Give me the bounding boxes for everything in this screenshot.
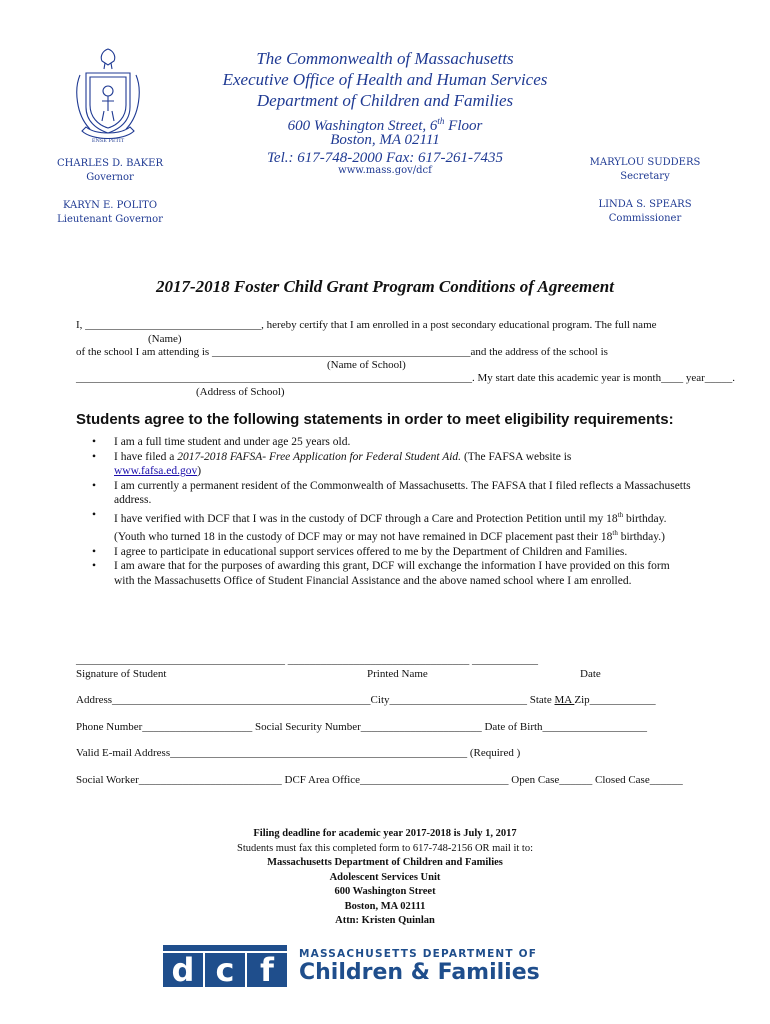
mail-address-line: Massachusetts Department of Children and Families: [267, 857, 503, 868]
logo-letter: f: [247, 953, 287, 987]
mail-address-line: Attn: Kristen Quinlan: [335, 915, 435, 926]
requirements-list: [92, 435, 692, 589]
fax-instruction: Students must fax this completed form to 617-748-2156 OR mail it to:: [236, 842, 533, 854]
official-name: MARYLOU SUDDERS: [589, 157, 701, 168]
agency-street-address: 600 Washington Street, 6th Floor: [287, 116, 483, 134]
requirements-heading: Students agree to the following statements in order to meet eligibility requirements:: [76, 411, 674, 428]
official-name: LINDA S. SPEARS: [598, 199, 692, 210]
official-name: CHARLES D. BAKER: [57, 158, 163, 169]
lt-governor-block: [40, 199, 180, 227]
commissioner-block: [580, 198, 710, 226]
agency-name-line3: Department of Children and Families: [256, 91, 514, 110]
certify-line-school[interactable]: of the school I am attending is _______________________________________________and the address of the school is: [76, 346, 608, 358]
signature-lines[interactable]: ______________________________________ _________________________________ ____________: [76, 654, 538, 666]
list-item: • I am a full time student and under age 25 years old.: [92, 436, 351, 448]
list-item: • I have verified with DCF that I was in the custody of DCF through a Care and Protection Petition until my 18th birthday. (Youth who turned 18 in the custody of DCF may or may not have remained in DCF placement past their 18th birthday.): [92, 508, 667, 544]
logo-letter: d: [163, 953, 203, 987]
list-item: • I am currently a permanent resident of the Commonwealth of Massachusetts. The FAFSA that I filed reflects a Massachusetts address.: [92, 479, 691, 507]
secretary-block: [580, 156, 710, 184]
fafsa-link[interactable]: www.fafsa.ed.gov: [114, 465, 198, 478]
svg-text:ENSE PETIT: ENSE PETIT: [91, 138, 125, 144]
agency-name-line1: The Commonwealth of Massachusetts: [256, 49, 514, 68]
phone-row[interactable]: Phone Number____________________ Social Security Number______________________ Date of Birth___________________: [76, 721, 648, 733]
address-caption: (Address of School): [196, 386, 285, 398]
mail-address-line: Boston, MA 02111: [344, 900, 426, 912]
official-name: KARYN E. POLITO: [62, 200, 158, 211]
list-item: • I agree to participate in educational support services offered to me by the Department of Children and Families.: [92, 545, 628, 558]
official-title: Governor: [86, 172, 134, 183]
certify-line-name[interactable]: I, ________________________________, hereby certify that I am enrolled in a post secondary educational program. The full name: [76, 319, 657, 331]
social-worker-row[interactable]: Social Worker__________________________ DCF Area Office___________________________ Open Case______ Closed Case______: [76, 774, 683, 786]
document-title: 2017-2018 Foster Child Grant Program Conditions of Agreement: [156, 277, 614, 296]
dcf-logo: [163, 945, 613, 987]
agency-phone-fax: Tel.: 617-748-2000 Fax: 617-261-7435: [266, 150, 504, 166]
filing-deadline: Filing deadline for academic year 2017-2018 is July 1, 2017: [253, 828, 517, 839]
email-row[interactable]: Valid E-mail Address______________________________________________________ (Required ): [76, 747, 521, 759]
list-item: • I am aware that for the purposes of awarding this grant, DCF will exchange the information I have provided on this form with the Massachusetts Office of Student Financial Assistance and the above named school where I am enrolled.: [92, 560, 670, 587]
governor-block: [40, 157, 180, 185]
agency-name-line2: Executive Office of Health and Human Services: [222, 70, 548, 89]
signature-label: Signature of Student: [76, 668, 167, 680]
logo-name-text: Children & Families: [299, 960, 540, 985]
logo-dept-text: MASSACHUSETTS DEPARTMENT OF: [299, 948, 538, 960]
state-value: MA: [554, 694, 575, 706]
logo-letter: c: [205, 953, 245, 987]
mail-address-line: Adolescent Services Unit: [329, 871, 441, 883]
list-item: • I have filed a 2017-2018 FAFSA- Free Application for Federal Student Aid. (The FAFSA website is www.fafsa.ed.gov): [92, 450, 572, 478]
official-title: Secretary: [620, 171, 670, 182]
date-label: Date: [580, 668, 601, 680]
address-row[interactable]: Address_______________________________________________City_________________________ State MA Zip____________: [76, 694, 656, 706]
mail-address-line: 600 Washington Street: [334, 886, 436, 897]
official-title: Commissioner: [608, 213, 682, 224]
official-title: Lieutenant Governor: [57, 214, 163, 225]
agency-website[interactable]: www.mass.gov/dcf: [338, 165, 432, 176]
agency-city: Boston, MA 02111: [330, 132, 440, 148]
name-caption: (Name): [148, 333, 182, 345]
certify-line-address[interactable]: ________________________________________________________________________. My start date this academic year is month____ year_____.: [76, 372, 736, 384]
school-caption: (Name of School): [327, 359, 406, 371]
filing-instructions: [0, 827, 770, 929]
printed-name-label: Printed Name: [367, 668, 428, 680]
